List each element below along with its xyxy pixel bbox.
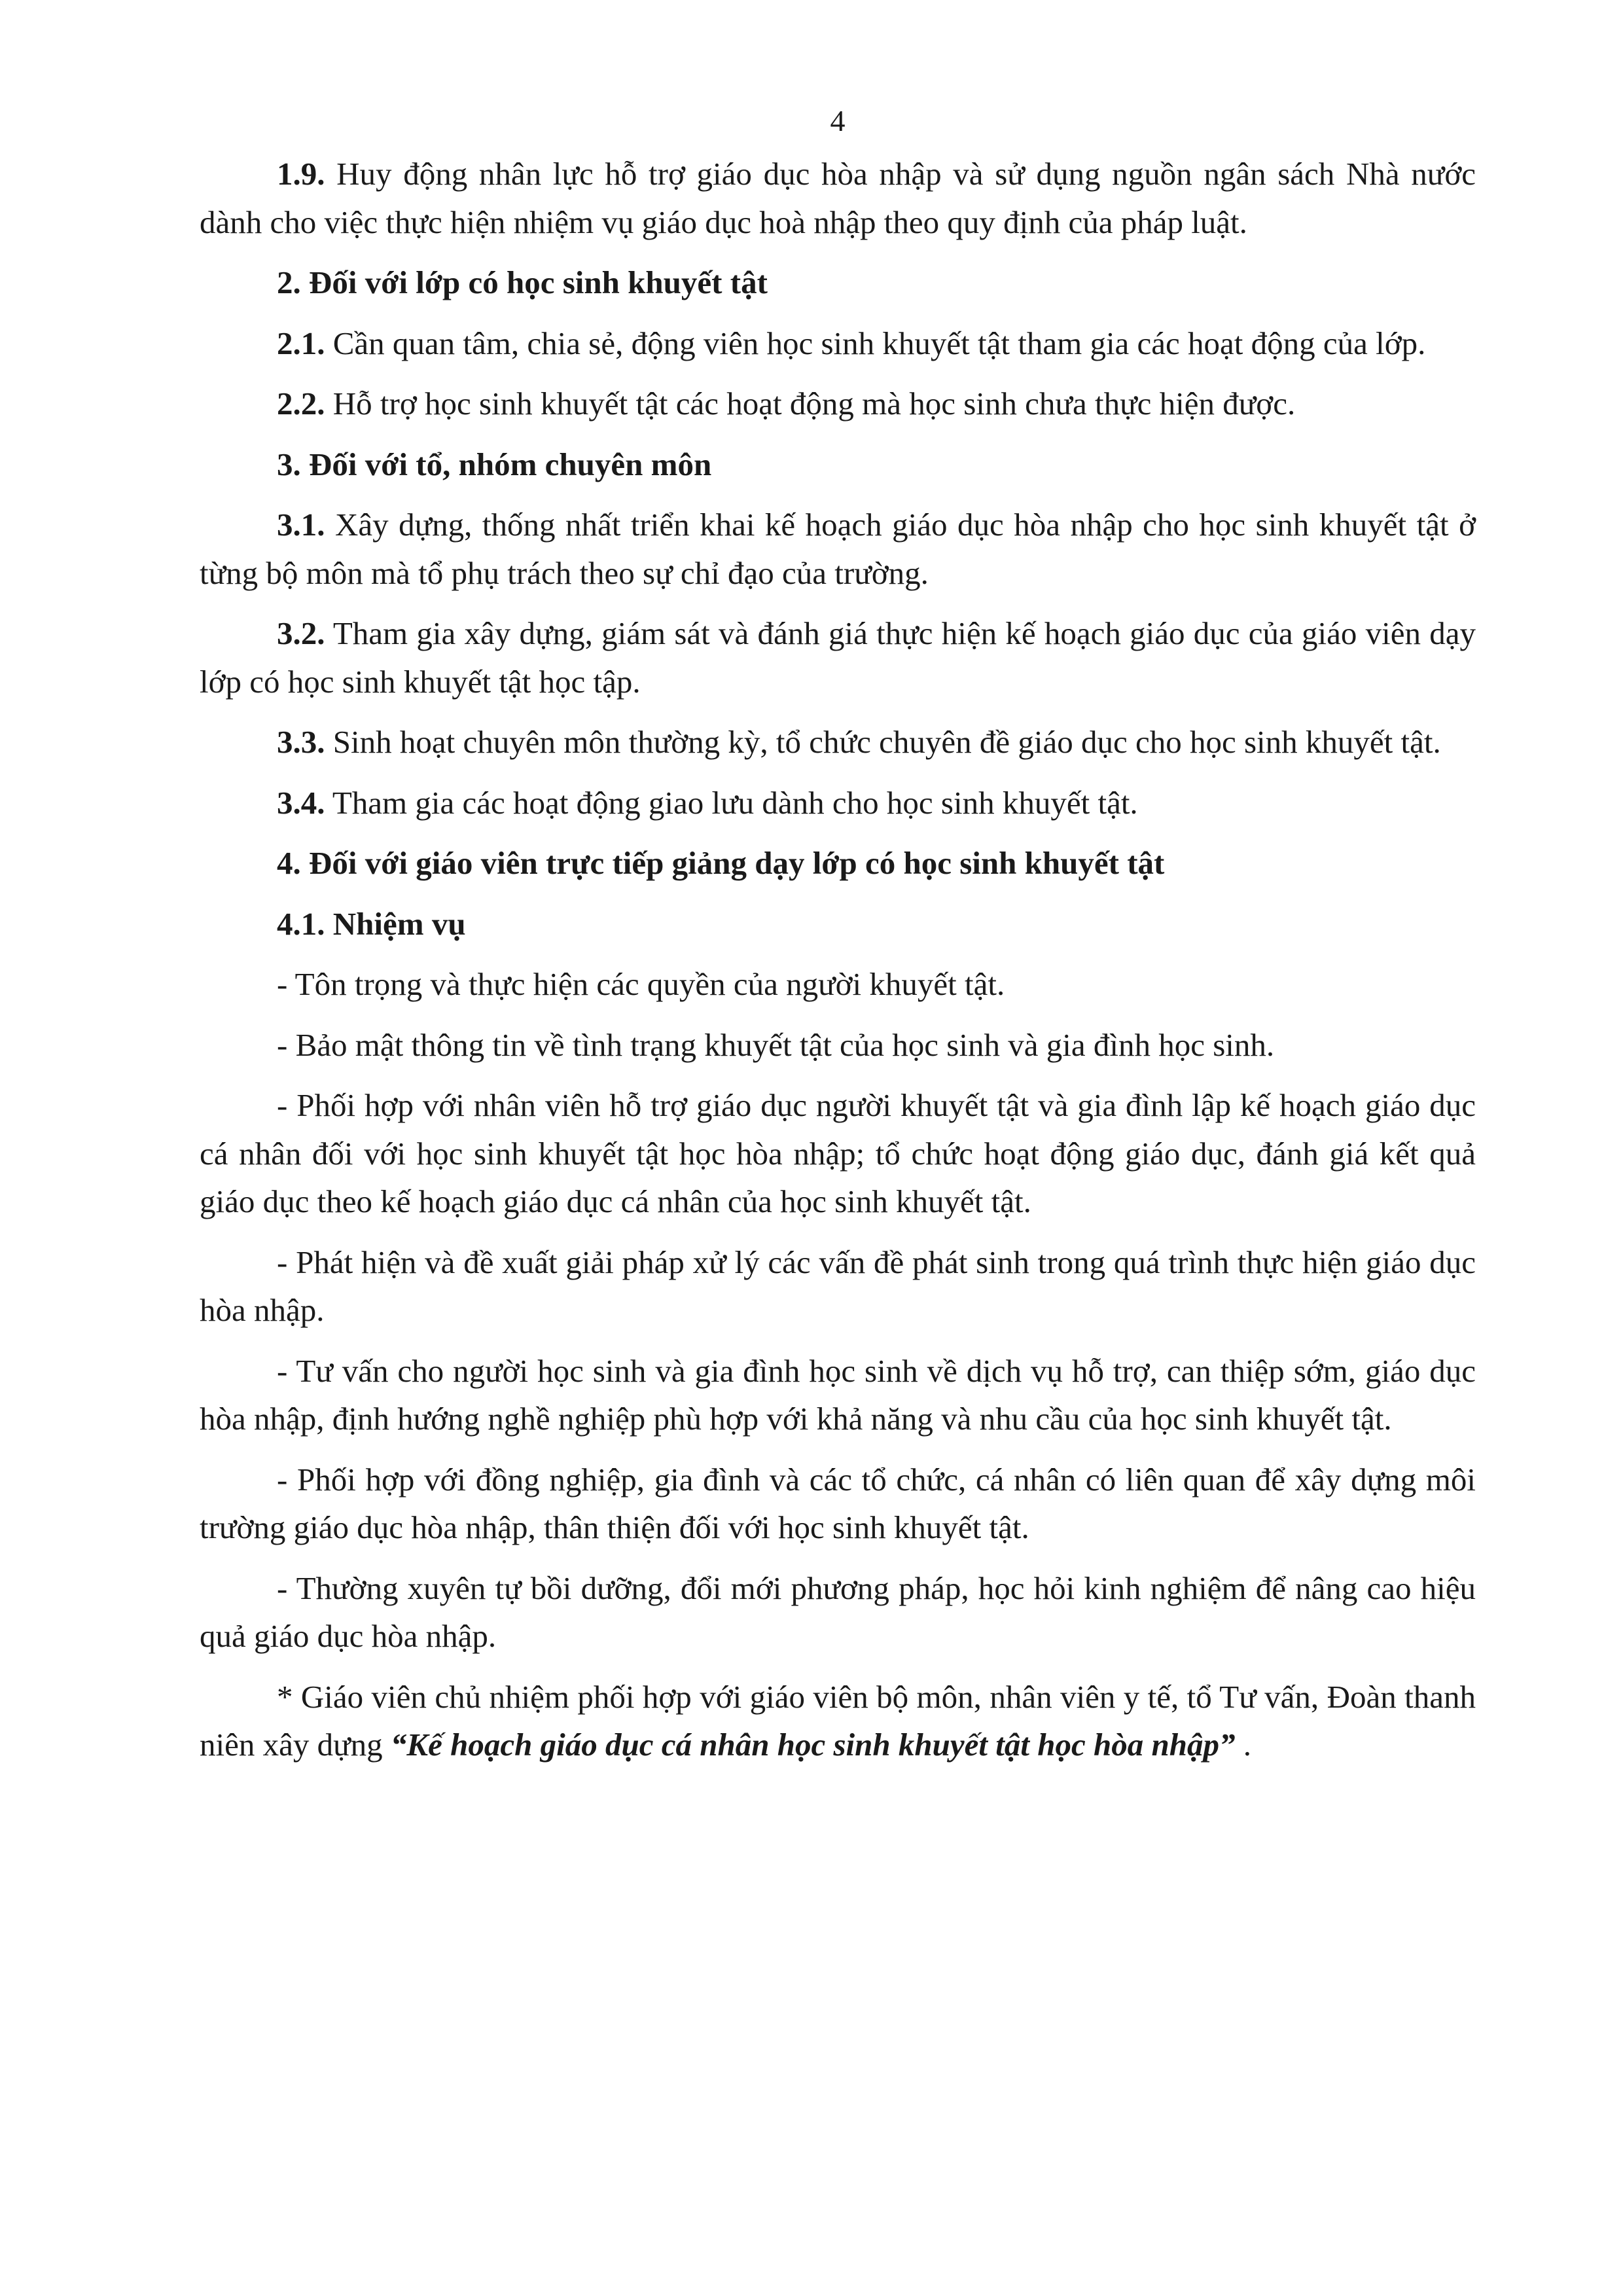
item-number: 2.2. (277, 386, 325, 422)
duty-item-3: - Phối hợp với nhân viên hỗ trợ giáo dục người khuyết tật và gia đình lập kế hoạch giáo dục cá nhân đối với học sinh khuyết tật học hòa nhập; tổ chức hoạt động giáo dục, đánh giá kết quả giáo dục theo kế hoạch giáo dục cá nhân của học sinh khuyết tật. (200, 1087, 1476, 1219)
paragraph-3-4 (200, 779, 1476, 827)
paragraph-text: Sinh hoạt chuyên môn thường kỳ, tổ chức chuyên đề giáo dục cho học sinh khuyết tật. (325, 724, 1441, 760)
note-text: * Giáo viên chủ nhiệm phối hợp với giáo viên bộ môn, nhân viên y tế, tổ Tư vấn, Đoàn thanh niên xây dựng (200, 1678, 1476, 1763)
item-number: 3.4. (277, 784, 325, 821)
item-number: 2.1. (277, 325, 325, 361)
paragraph-2-2 (200, 380, 1476, 428)
paragraph-1-9 (200, 150, 1476, 246)
duty-item-5: - Tư vấn cho người học sinh và gia đình học sinh về dịch vụ hỗ trợ, can thiệp sớm, giáo dục hòa nhập, định hướng nghề nghiệp phù hợp với khả năng và nhu cầu của học sinh khuyết tật. (200, 1352, 1476, 1437)
item-number: 3.2. (277, 615, 325, 651)
duty-item-2: - Bảo mật thông tin về tình trạng khuyết tật của học sinh và gia đình học sinh. (277, 1026, 1275, 1063)
duty-item-6: - Phối hợp với đồng nghiệp, gia đình và các tổ chức, cá nhân có liên quan để xây dựng môi trường giáo dục hòa nhập, thân thiện đối với học sinh khuyết tật. (200, 1461, 1476, 1545)
paragraph-text: Cần quan tâm, chia sẻ, động viên học sinh khuyết tật tham gia các hoạt động của lớp. (325, 325, 1426, 361)
paragraph-3-1 (200, 501, 1476, 597)
section-heading-2: 2. Đối với lớp có học sinh khuyết tật (277, 264, 768, 300)
note-tail: . (1235, 1727, 1252, 1763)
duty-item-7: - Thường xuyên tự bồi dưỡng, đổi mới phương pháp, học hỏi kinh nghiệm để nâng cao hiệu quả giáo dục hòa nhập. (200, 1570, 1476, 1654)
paragraph-3-2 (200, 609, 1476, 706)
duty-item-1: - Tôn trọng và thực hiện các quyền của người khuyết tật. (277, 966, 1005, 1002)
paragraph-text: Tham gia xây dựng, giám sát và đánh giá thực hiện kế hoạch giáo dục của giáo viên dạy lớp có học sinh khuyết tật học tập. (200, 615, 1476, 700)
paragraph-3-3 (200, 718, 1476, 766)
homeroom-note (200, 1673, 1476, 1769)
section-heading-3: 3. Đối với tổ, nhóm chuyên môn (277, 446, 712, 482)
item-number: 3.3. (277, 724, 325, 760)
page-number: 4 (830, 104, 846, 137)
paragraph-text: Huy động nhân lực hỗ trợ giáo dục hòa nhập và sử dụng nguồn ngân sách Nhà nước dành cho việc thực hiện nhiệm vụ giáo dục hoà nhập theo quy định của pháp luật. (200, 156, 1476, 240)
paragraph-text: Tham gia các hoạt động giao lưu dành cho học sinh khuyết tật. (325, 784, 1138, 821)
plan-title-emphasis: “Kế hoạch giáo dục cá nhân học sinh khuyết tật học hòa nhập” (390, 1727, 1236, 1763)
section-heading-4: 4. Đối với giáo viên trực tiếp giảng dạy lớp có học sinh khuyết tật (277, 845, 1165, 881)
duty-item-4: - Phát hiện và đề xuất giải pháp xử lý các vấn đề phát sinh trong quá trình thực hiện giáo dục hòa nhập. (200, 1244, 1476, 1328)
subsection-heading-4-1: 4.1. Nhiệm vụ (277, 905, 466, 942)
item-number: 3.1. (277, 507, 325, 543)
item-number: 1.9. (277, 156, 325, 192)
paragraph-2-1 (200, 319, 1476, 368)
paragraph-text: Xây dựng, thống nhất triển khai kế hoạch giáo dục hòa nhập cho học sinh khuyết tật ở từng bộ môn mà tổ phụ trách theo sự chỉ đạo của trường. (200, 507, 1476, 591)
paragraph-text: Hỗ trợ học sinh khuyết tật các hoạt động mà học sinh chưa thực hiện được. (325, 386, 1296, 422)
